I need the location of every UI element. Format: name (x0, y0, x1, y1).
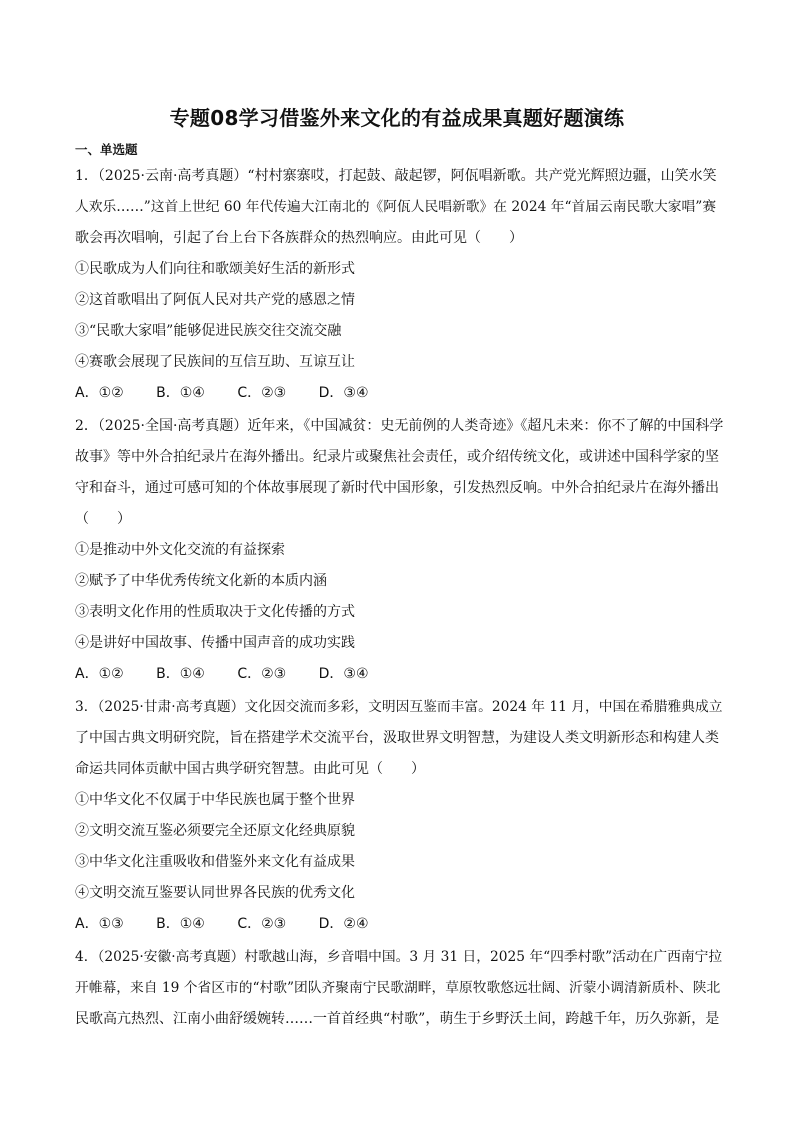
q1-answer-c[interactable]: C．②③ (237, 385, 287, 401)
q1-line-3: 歌会再次唱响，引起了台上台下各族群众的热烈响应。由此可见（ ） (75, 230, 523, 246)
q1-option-4: ④赛歌会展现了民族间的互信互助、互谅互让 (75, 354, 355, 370)
q2-line-1: 2．（2025·全国·高考真题）近年来，《中国减贫：史无前例的人类奇迹》《超凡未来：你不了解的中国科学 (75, 418, 724, 434)
q2-line-3: 守和奋斗，通过可感可知的个体故事展现了新时代中国形象，引发热烈反响。中外合拍纪录片在海外播出 (75, 480, 719, 496)
q2-answer-c[interactable]: C．②③ (237, 666, 287, 682)
q3-option-2: ②文明交流互鉴必须要完全还原文化经典原貌 (75, 823, 355, 839)
q2-line-4: （ ） (75, 511, 131, 527)
q1-answer-b[interactable]: B．①④ (156, 385, 205, 401)
q1-line-1: 1．（2025·云南·高考真题）“村村寨寨哎，打起鼓、敲起锣，阿佤唱新歌。共产党光辉照边疆，山笑水笑 (75, 168, 717, 184)
q2-line-2: 故事》等中外合拍纪录片在海外播出。纪录片或聚焦社会责任，或介绍传统文化，或讲述中国科学家的坚 (75, 449, 719, 465)
q1-answer-choices (75, 383, 397, 403)
q3-line-3: 命运共同体贡献中国古典学研究智慧。由此可见（ ） (75, 761, 425, 777)
q3-option-4: ④文明交流互鉴要认同世界各民族的优秀文化 (75, 885, 355, 901)
q3-answer-d[interactable]: D．②④ (318, 916, 369, 932)
q4-line-3: 民歌高亢热烈、江南小曲舒缓婉转……一首首经典“村歌”，萌生于乡野沃土间，跨越千年，历久弥新，是 (75, 1011, 720, 1027)
q2-answer-b[interactable]: B．①④ (156, 666, 205, 682)
q3-answer-b[interactable]: B．①④ (156, 916, 205, 932)
q1-answer-a[interactable]: A．①② (75, 385, 124, 401)
q3-answer-choices (75, 914, 397, 934)
q2-answer-d[interactable]: D．③④ (318, 666, 369, 682)
q4-line-2: 开帷幕，来自 19 个省区市的“村歌”团队齐聚南宁民歌湖畔，草原牧歌悠远壮阔、沂蒙小调清新质朴、陕北 (75, 980, 721, 996)
q4-line-1: 4．（2025·安徽·高考真题）村歌越山海，乡音唱中国。3 月 31 日，2025 年“四季村歌”活动在广西南宁拉 (75, 949, 723, 965)
q1-option-1: ①民歌成为人们向往和歌颂美好生活的新形式 (75, 261, 355, 277)
document-title: 专题08学习借鉴外来文化的有益成果真题好题演练 (169, 106, 625, 130)
q3-line-1: 3．（2025·甘肃·高考真题）文化因交流而多彩，文明因互鉴而丰富。2024 年 11 月，中国在希腊雅典成立 (75, 699, 723, 715)
q2-option-4: ④是讲好中国故事、传播中国声音的成功实践 (75, 635, 355, 651)
q2-answer-a[interactable]: A．①② (75, 666, 124, 682)
q3-answer-c[interactable]: C．②③ (237, 916, 287, 932)
q3-answer-a[interactable]: A．①③ (75, 916, 124, 932)
q3-option-3: ③中华文化注重吸收和借鉴外来文化有益成果 (75, 854, 355, 870)
q2-option-2: ②赋予了中华优秀传统文化新的本质内涵 (75, 573, 327, 589)
q3-option-1: ①中华文化不仅属于中华民族也属于整个世界 (75, 792, 355, 808)
q1-answer-d[interactable]: D．③④ (318, 385, 369, 401)
q2-answer-choices (75, 664, 397, 684)
q1-option-2: ②这首歌唱出了阿佤人民对共产党的感恩之情 (75, 292, 355, 308)
q2-option-3: ③表明文化作用的性质取决于文化传播的方式 (75, 604, 355, 620)
q2-option-1: ①是推动中外文化交流的有益探索 (75, 542, 285, 558)
q1-option-3: ③“民歌大家唱”能够促进民族交往交流交融 (75, 323, 342, 339)
section-heading: 一、单选题 (75, 142, 138, 157)
q1-line-2: 人欢乐……”这首上世纪 60 年代传遍大江南北的《阿佤人民唱新歌》在 2024 年“首届云南民歌大家唱”赛 (75, 199, 717, 215)
q3-line-2: 了中国古典文明研究院，旨在搭建学术交流平台，汲取世界文明智慧，为建设人类文明新形态和构建人类 (75, 730, 719, 746)
